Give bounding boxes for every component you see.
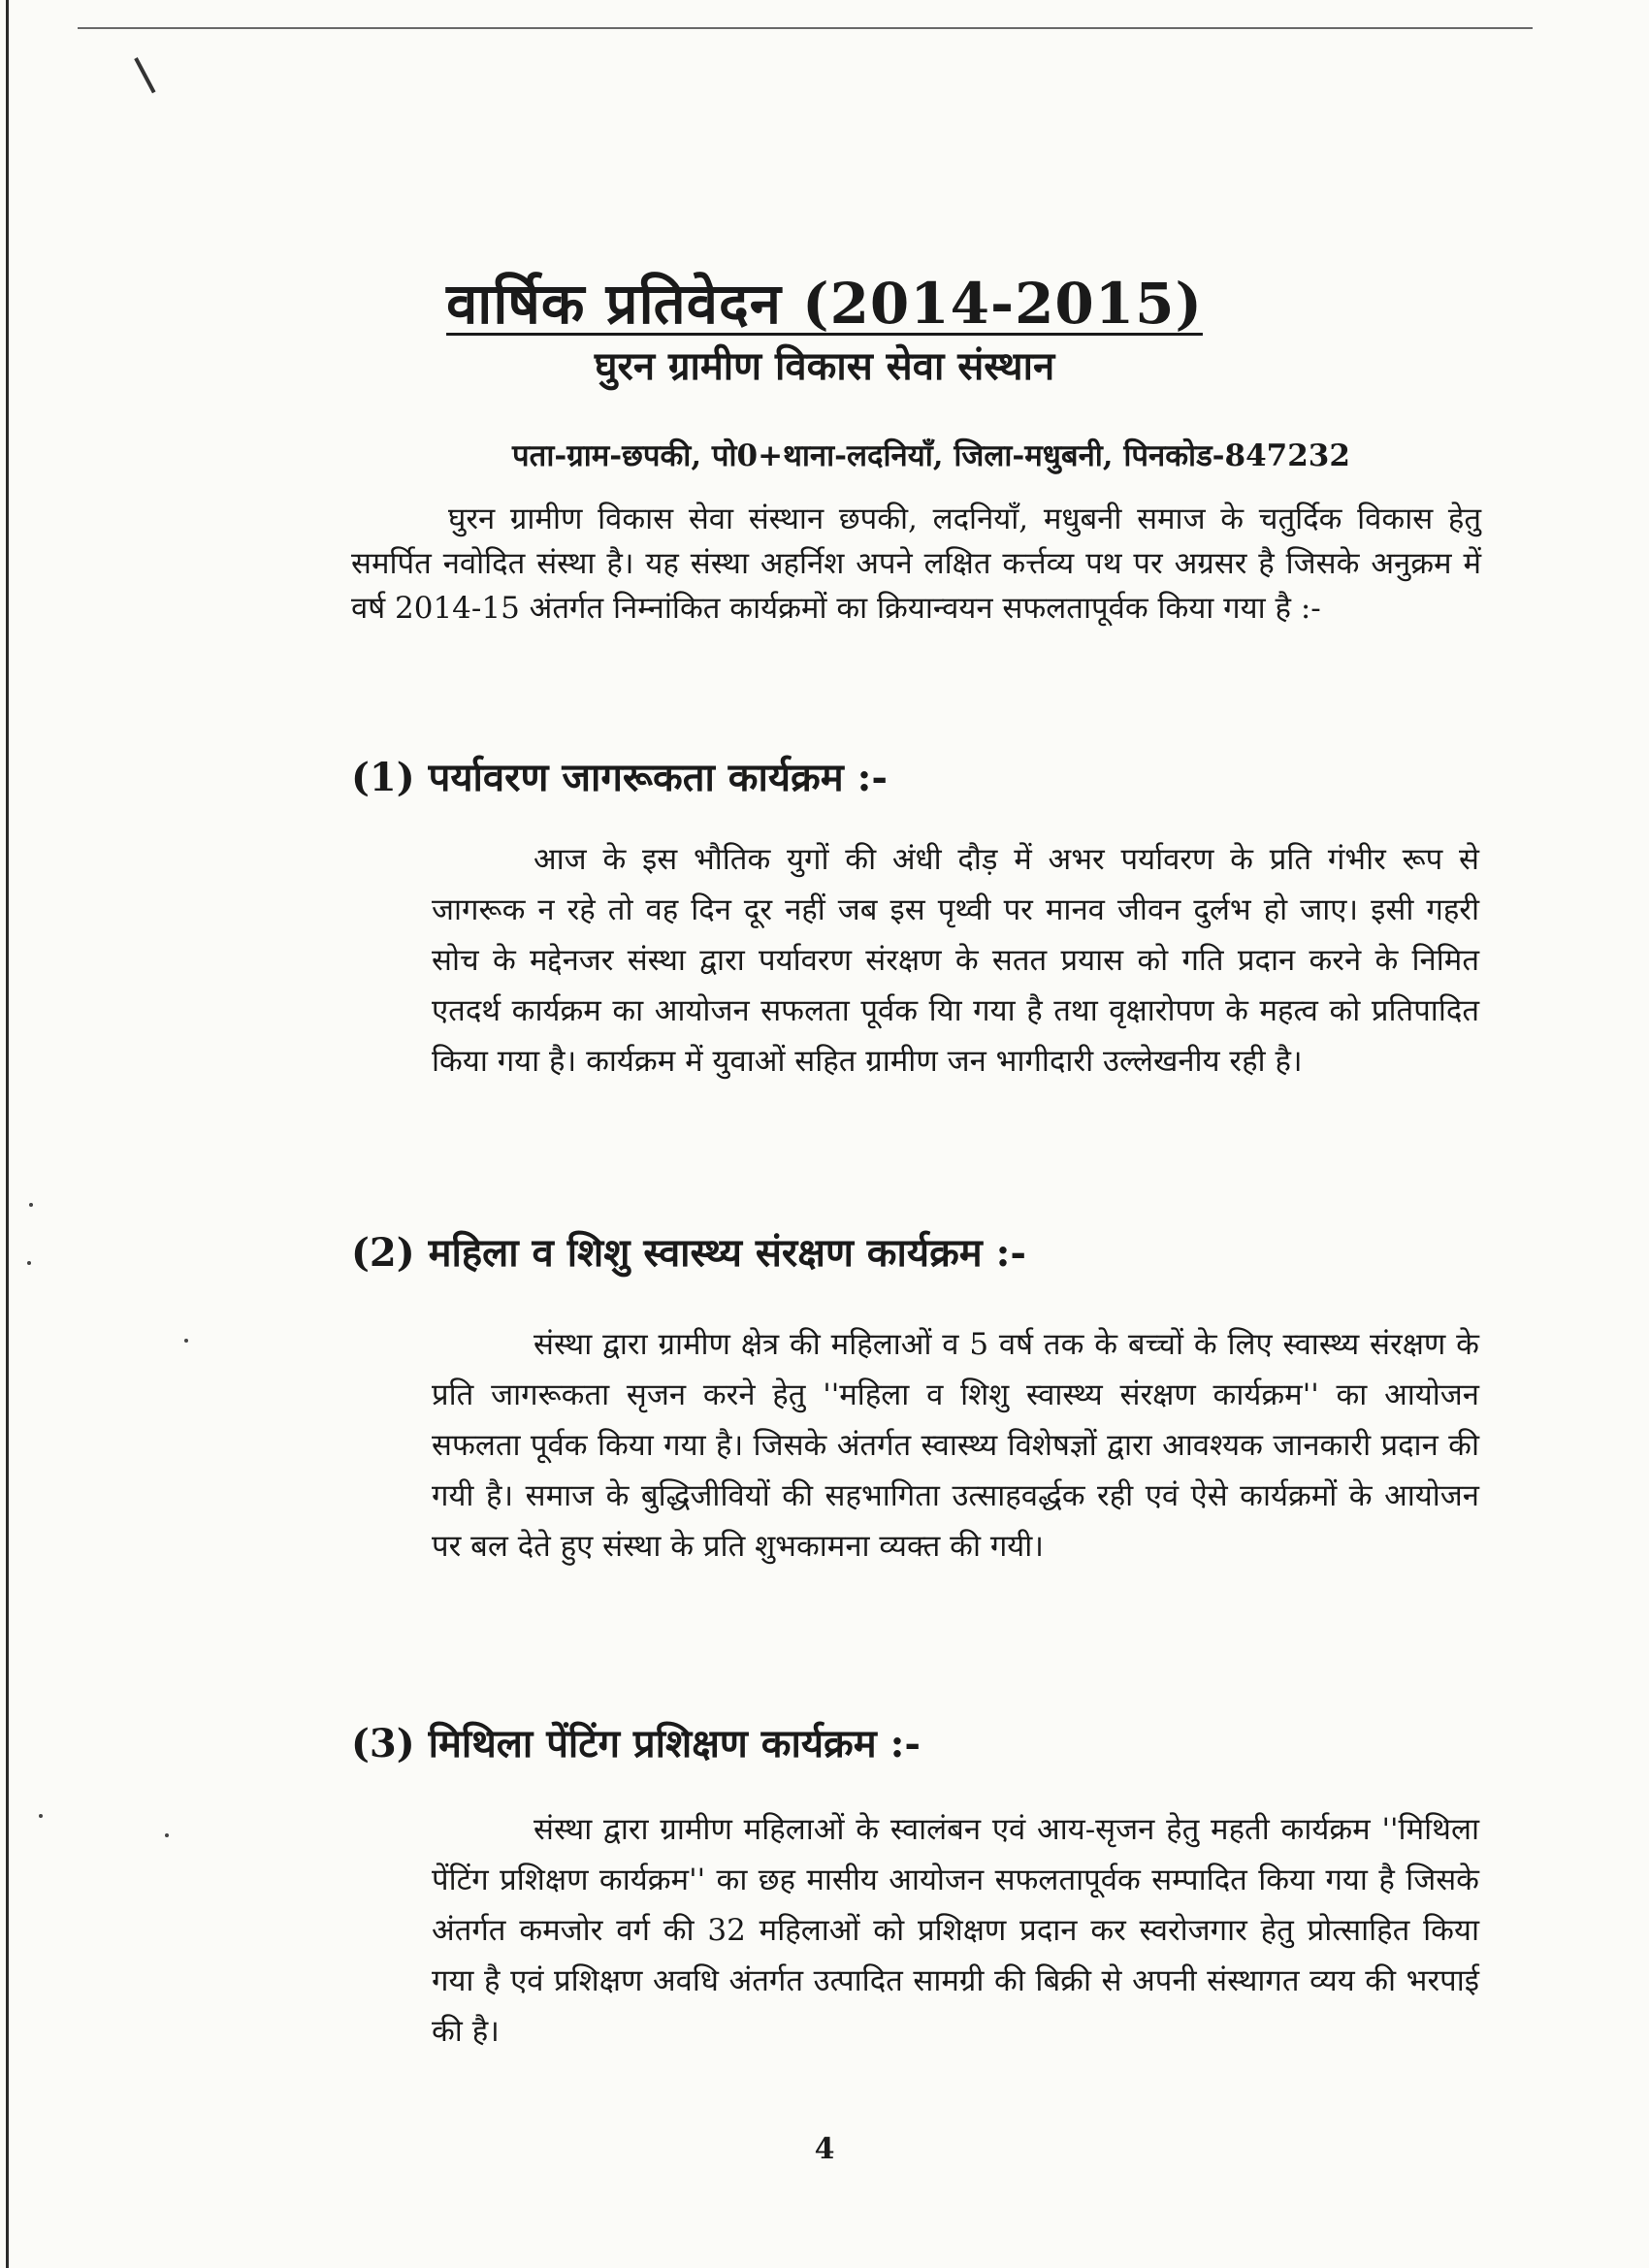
section-heading-environment: (1) पर्यावरण जागरूकता कार्यक्रम :- <box>351 755 888 800</box>
intro-paragraph: घुरन ग्रामीण विकास सेवा संस्थान छपकी, लदनियाँ, मधुबनी समाज के चतुर्दिक विकास हेतु समर्पित नवोदित संस्था है। यह संस्था अहर्निश अपने लक्षित कर्त्तव्य पथ पर अग्रसर है जिसके अनुक्रम में वर्ष 2014-15 अंतर्गत निम्नांकित कार्यक्रमों का क्रियान्वयन सफलतापूर्वक किया गया है :- <box>351 502 1481 626</box>
organization-address: पता-ग्राम-छपकी, पो0+थाना-लदनियाँ, जिला-मधुबनी, पिनकोड-847232 <box>512 438 1350 473</box>
section-heading-painting: (3) मिथिला पेंटिंग प्रशिक्षण कार्यक्रम :- <box>351 1721 921 1766</box>
scan-speck <box>184 1339 188 1343</box>
page-edge-top <box>78 27 1533 29</box>
scan-speck <box>27 1261 31 1265</box>
section-body-painting: संस्था द्वारा ग्रामीण महिलाओं के स्वालंबन एवं आय-सृजन हेतु महती कार्यक्रम ''मिथिला पेंटिंग प्रशिक्षण कार्यक्रम'' का छह मासीय आयोजन सफलतापूर्वक सम्पादित किया गया है जिसके अंतर्गत कमजोर वर्ग की 32 महिलाओं को प्रशिक्षण प्रदान कर स्वरोजगार हेतु प्रोत्साहित किया गया है एवं प्रशिक्षण अवधि अंतर्गत उत्पादित सामग्री की बिक्री से अपनी संस्थागत व्यय की भरपाई की है। <box>432 1812 1479 2049</box>
scan-speck <box>39 1814 43 1818</box>
document-title: वार्षिक प्रतिवेदन (2014-2015) <box>446 270 1203 337</box>
section-body-environment: आज के इस भौतिक युगों की अंधी दौड़ में अभर पर्यावरण के प्रति गंभीर रूप से जागरूक न रहे तो वह दिन दूर नहीं जब इस पृथ्वी पर मानव जीवन दुर्लभ हो जाए। इसी गहरी सोच के मद्देनजर संस्था द्वारा पर्यावरण संरक्षण के सतत प्रयास को गति प्रदान करने के निमित एतदर्थ कार्यक्रम का आयोजन सफलता पूर्वक यिा गया है तथा वृक्षारोपण के महत्व को प्रतिपादित किया गया है। कार्यक्रम में युवाओं सहित ग्रामीण जन भागीदारी उल्लेखनीय रही है। <box>432 842 1479 1079</box>
page-number: 4 <box>814 2132 835 2166</box>
section-heading-health: (2) महिला व शिशु स्वास्थ्य संरक्षण कार्यक्रम :- <box>351 1230 1027 1276</box>
scan-mark <box>134 57 155 93</box>
section-body-health: संस्था द्वारा ग्रामीण क्षेत्र की महिलाओं व 5 वर्ष तक के बच्चों के लिए स्वास्थ्य संरक्षण के प्रति जागरूकता सृजन करने हेतु ''महिला व शिशु स्वास्थ्य संरक्षण कार्यक्रम'' का आयोजन सफलता पूर्वक किया गया है। जिसके अंतर्गत स्वास्थ्य विशेषज्ञों द्वारा आवश्यक जानकारी प्रदान की गयी है। समाज के बुद्धिजीवियों की सहभागिता उत्साहवर्द्धक रही एवं ऐसे कार्यक्रमों के आयोजन पर बल देते हुए संस्था के प्रति शुभकामना व्यक्त की गयी। <box>432 1327 1479 1564</box>
scan-speck <box>29 1203 33 1207</box>
scan-speck <box>165 1833 169 1837</box>
organization-name: घुरन ग्रामीण विकास सेवा संस्थान <box>594 343 1055 389</box>
